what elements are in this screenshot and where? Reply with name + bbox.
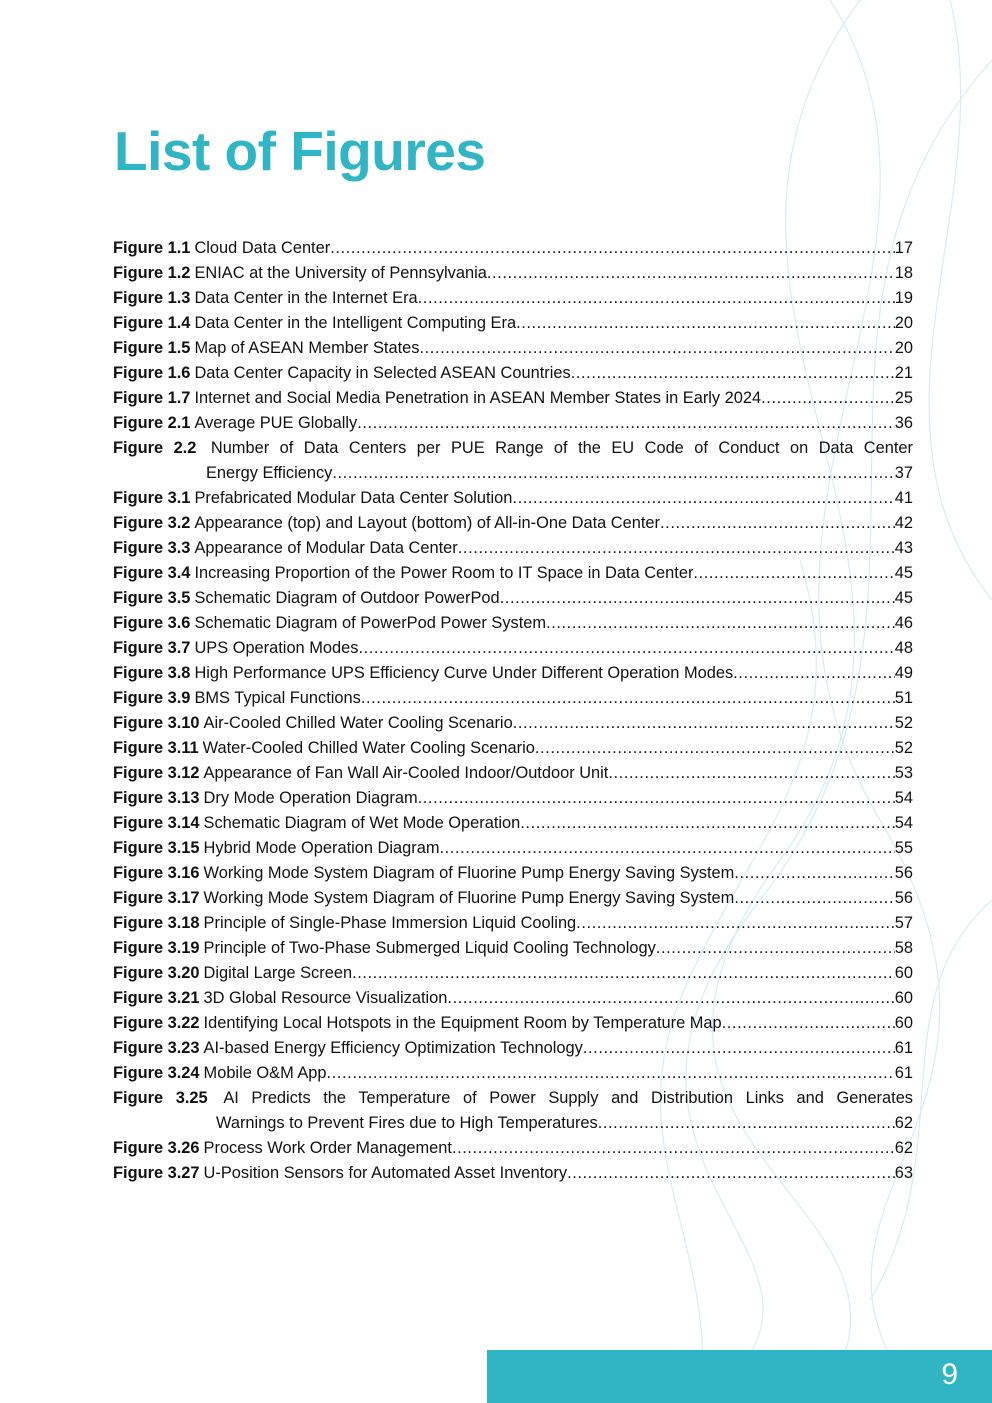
page-ref: 46	[894, 614, 913, 632]
page-ref: 49	[894, 664, 913, 682]
leader-dots	[734, 886, 894, 911]
figure-entry[interactable]	[113, 286, 913, 311]
figure-number: Figure 3.14	[113, 814, 200, 832]
page-ref: 17	[894, 239, 913, 257]
figure-title: Digital Large Screen	[203, 964, 353, 982]
figure-number: Figure 3.12	[113, 764, 200, 782]
figure-number: Figure 1.1	[113, 239, 191, 257]
figure-title: Principle of Single-Phase Immersion Liquid Cooling	[203, 914, 577, 932]
figure-title: High Performance UPS Efficiency Curve Under Different Operation Modes	[194, 664, 734, 682]
leader-dots	[452, 1136, 895, 1161]
figure-entry[interactable]	[113, 736, 913, 761]
figure-number: Figure 2.2	[113, 439, 197, 457]
figure-entry[interactable]	[113, 811, 913, 836]
leader-dots	[656, 936, 895, 961]
figure-number: Figure 3.4	[113, 564, 191, 582]
page-ref: 43	[894, 539, 913, 557]
leader-dots	[567, 1161, 895, 1186]
figure-number: Figure 1.4	[113, 314, 191, 332]
figure-number: Figure 3.19	[113, 939, 200, 957]
figure-title: ENIAC at the University of Pennsylvania	[194, 264, 487, 282]
figure-entry[interactable]	[113, 911, 913, 936]
leader-dots	[419, 336, 894, 361]
page-ref: 61	[894, 1064, 913, 1082]
figure-title: AI-based Energy Efficiency Optimization Technology	[203, 1039, 583, 1057]
leader-dots	[418, 286, 895, 311]
figure-entry[interactable]	[113, 511, 913, 536]
leader-dots	[583, 1036, 895, 1061]
page-ref: 63	[894, 1164, 913, 1182]
figure-number: Figure 3.11	[113, 739, 199, 757]
figure-title: 3D Global Resource Visualization	[203, 989, 448, 1007]
figure-number: Figure 3.3	[113, 539, 191, 557]
leader-dots	[440, 836, 895, 861]
page-ref: 54	[894, 814, 913, 832]
leader-dots	[660, 511, 895, 536]
figure-entry[interactable]	[113, 1161, 913, 1186]
page-ref: 41	[894, 489, 913, 507]
page-ref: 36	[894, 414, 913, 432]
figure-number: Figure 3.26	[113, 1139, 200, 1157]
figure-title: Increasing Proportion of the Power Room to IT Space in Data Center	[194, 564, 694, 582]
page-ref: 56	[894, 864, 913, 882]
figure-title: Map of ASEAN Member States	[194, 339, 420, 357]
page-ref: 55	[894, 839, 913, 857]
page-ref: 52	[894, 739, 913, 757]
figure-entry[interactable]	[113, 711, 913, 736]
leader-dots	[512, 486, 894, 511]
figure-entry[interactable]	[113, 561, 913, 586]
page-ref: 21	[894, 364, 913, 382]
figure-entry[interactable]	[113, 961, 913, 986]
figure-title-continued: Energy Efficiency	[206, 464, 333, 482]
figure-title: Schematic Diagram of Outdoor PowerPod	[194, 589, 500, 607]
leader-dots	[516, 311, 895, 336]
figure-number: Figure 3.1	[113, 489, 191, 507]
figure-title: Process Work Order Management	[203, 1139, 452, 1157]
figure-entry[interactable]	[113, 761, 913, 786]
page-ref: 56	[894, 889, 913, 907]
figure-title-continued: Warnings to Prevent Fires due to High Temperatures	[216, 1114, 598, 1132]
leader-dots	[761, 386, 895, 411]
figure-number: Figure 1.6	[113, 364, 191, 382]
figure-entry[interactable]	[113, 986, 913, 1011]
figure-number: Figure 3.7	[113, 639, 191, 657]
figure-title: Average PUE Globally	[194, 414, 358, 432]
page-number: 9	[941, 1358, 958, 1391]
leader-dots	[733, 661, 895, 686]
figure-number: Figure 1.2	[113, 264, 191, 282]
figure-number: Figure 3.16	[113, 864, 200, 882]
figure-entry[interactable]	[113, 1036, 913, 1061]
page-ref: 61	[894, 1039, 913, 1057]
page-ref: 54	[894, 789, 913, 807]
leader-dots	[546, 611, 895, 636]
figure-number: Figure 3.21	[113, 989, 200, 1007]
figure-entry[interactable]	[113, 786, 913, 811]
figures-list	[113, 236, 913, 1186]
figure-entry[interactable]	[113, 1086, 913, 1136]
figure-title: Data Center in the Internet Era	[194, 289, 418, 307]
leader-dots	[418, 786, 895, 811]
figure-entry[interactable]	[113, 661, 913, 686]
figure-number: Figure 3.13	[113, 789, 200, 807]
figure-title: BMS Typical Functions	[194, 689, 361, 707]
page-title: List of Figures	[114, 120, 486, 182]
figure-entry[interactable]	[113, 361, 913, 386]
figure-number: Figure 1.7	[113, 389, 191, 407]
figure-number: Figure 1.3	[113, 289, 191, 307]
figure-number: Figure 3.24	[113, 1064, 200, 1082]
leader-dots	[576, 911, 895, 936]
page-ref: 53	[894, 764, 913, 782]
figure-number: Figure 3.17	[113, 889, 200, 907]
figure-title: Number of Data Centers per PUE Range of the EU Code of Conduct on Data Center	[210, 439, 913, 457]
page-ref: 42	[894, 514, 913, 532]
figure-number: Figure 3.2	[113, 514, 191, 532]
figure-title: Appearance of Fan Wall Air-Cooled Indoor/Outdoor Unit	[203, 764, 609, 782]
figure-entry[interactable]	[113, 436, 913, 486]
figure-title: Identifying Local Hotspots in the Equipment Room by Temperature Map	[203, 1014, 722, 1032]
page-ref: 58	[894, 939, 913, 957]
leader-dots	[330, 236, 895, 261]
page-ref: 51	[894, 689, 913, 707]
figure-entry[interactable]	[113, 261, 913, 286]
figure-title: Data Center in the Intelligent Computing Era	[194, 314, 517, 332]
figure-title: Hybrid Mode Operation Diagram	[203, 839, 440, 857]
figure-entry[interactable]	[113, 486, 913, 511]
leader-dots	[332, 461, 894, 486]
page-ref: 60	[894, 989, 913, 1007]
figure-number: Figure 1.5	[113, 339, 191, 357]
figure-title: Internet and Social Media Penetration in ASEAN Member States in Early 2024	[194, 389, 762, 407]
figure-entry[interactable]	[113, 586, 913, 611]
figure-number: Figure 3.6	[113, 614, 191, 632]
page-ref: 62	[894, 1139, 913, 1157]
page-ref: 60	[894, 964, 913, 982]
footer-bar	[487, 1350, 992, 1403]
figure-entry[interactable]	[113, 336, 913, 361]
figure-number: Figure 3.23	[113, 1039, 200, 1057]
figure-entry[interactable]	[113, 1011, 913, 1036]
leader-dots	[571, 361, 895, 386]
figure-number: Figure 3.25	[113, 1089, 208, 1107]
leader-dots	[513, 711, 895, 736]
figure-entry[interactable]	[113, 611, 913, 636]
figure-entry[interactable]	[113, 311, 913, 336]
figure-title: Air-Cooled Chilled Water Cooling Scenario	[203, 714, 513, 732]
leader-dots	[520, 811, 894, 836]
page-ref: 45	[894, 564, 913, 582]
figure-title: Working Mode System Diagram of Fluorine Pump Energy Saving System	[203, 864, 735, 882]
figure-number: Figure 3.18	[113, 914, 200, 932]
figure-title: UPS Operation Modes	[194, 639, 359, 657]
leader-dots	[693, 561, 894, 586]
figure-title: Schematic Diagram of Wet Mode Operation	[203, 814, 521, 832]
leader-dots	[361, 686, 895, 711]
leader-dots	[352, 961, 895, 986]
figure-number: Figure 3.22	[113, 1014, 200, 1032]
leader-dots	[734, 861, 894, 886]
figure-title: Water-Cooled Chilled Water Cooling Scenario	[202, 739, 535, 757]
page-ref: 25	[894, 389, 913, 407]
page-ref: 20	[894, 314, 913, 332]
page-ref: 20	[894, 339, 913, 357]
figure-entry[interactable]	[113, 861, 913, 886]
figure-entry[interactable]	[113, 936, 913, 961]
figure-title: Schematic Diagram of PowerPod Power System	[194, 614, 547, 632]
leader-dots	[458, 536, 895, 561]
leader-dots	[447, 986, 894, 1011]
figure-title: AI Predicts the Temperature of Power Supply and Distribution Links and Generates	[223, 1089, 913, 1107]
figure-number: Figure 3.9	[113, 689, 191, 707]
page-ref: 48	[894, 639, 913, 657]
figure-title: Data Center Capacity in Selected ASEAN Countries	[194, 364, 571, 382]
figure-entry[interactable]	[113, 1136, 913, 1161]
figure-number: Figure 3.20	[113, 964, 200, 982]
figure-entry[interactable]	[113, 886, 913, 911]
figure-title: Dry Mode Operation Diagram	[203, 789, 418, 807]
page-ref: 62	[894, 1114, 913, 1132]
figure-number: Figure 2.1	[113, 414, 191, 432]
figure-number: Figure 3.10	[113, 714, 200, 732]
figure-number: Figure 3.15	[113, 839, 200, 857]
figure-entry[interactable]	[113, 236, 913, 261]
leader-dots	[358, 636, 894, 661]
page-ref: 37	[894, 464, 913, 482]
page-ref: 19	[894, 289, 913, 307]
figure-entry[interactable]	[113, 536, 913, 561]
figure-title: Appearance (top) and Layout (bottom) of All-in-One Data Center	[194, 514, 661, 532]
figure-entry[interactable]	[113, 386, 913, 411]
leader-dots	[598, 1111, 895, 1136]
page-ref: 18	[894, 264, 913, 282]
leader-dots	[608, 761, 894, 786]
figure-entry[interactable]	[113, 1061, 913, 1086]
page-ref: 57	[894, 914, 913, 932]
figure-title: Prefabricated Modular Data Center Solution	[194, 489, 513, 507]
figure-entry[interactable]	[113, 636, 913, 661]
figure-title: Appearance of Modular Data Center	[194, 539, 458, 557]
figure-number: Figure 3.8	[113, 664, 191, 682]
page-ref: 52	[894, 714, 913, 732]
figure-number: Figure 3.27	[113, 1164, 200, 1182]
figure-entry[interactable]	[113, 686, 913, 711]
leader-dots	[357, 411, 895, 436]
leader-dots	[535, 736, 895, 761]
page-ref: 45	[894, 589, 913, 607]
leader-dots	[500, 586, 895, 611]
figure-title: Principle of Two-Phase Submerged Liquid Cooling Technology	[203, 939, 656, 957]
leader-dots	[722, 1011, 895, 1036]
figure-title: Mobile O&M App	[203, 1064, 327, 1082]
figure-title: U-Position Sensors for Automated Asset Inventory	[203, 1164, 568, 1182]
figure-entry[interactable]	[113, 836, 913, 861]
figure-title: Cloud Data Center	[194, 239, 331, 257]
figure-number: Figure 3.5	[113, 589, 191, 607]
leader-dots	[487, 261, 895, 286]
leader-dots	[327, 1061, 895, 1086]
figure-entry[interactable]	[113, 411, 913, 436]
page-ref: 60	[894, 1014, 913, 1032]
figure-title: Working Mode System Diagram of Fluorine Pump Energy Saving System	[203, 889, 735, 907]
